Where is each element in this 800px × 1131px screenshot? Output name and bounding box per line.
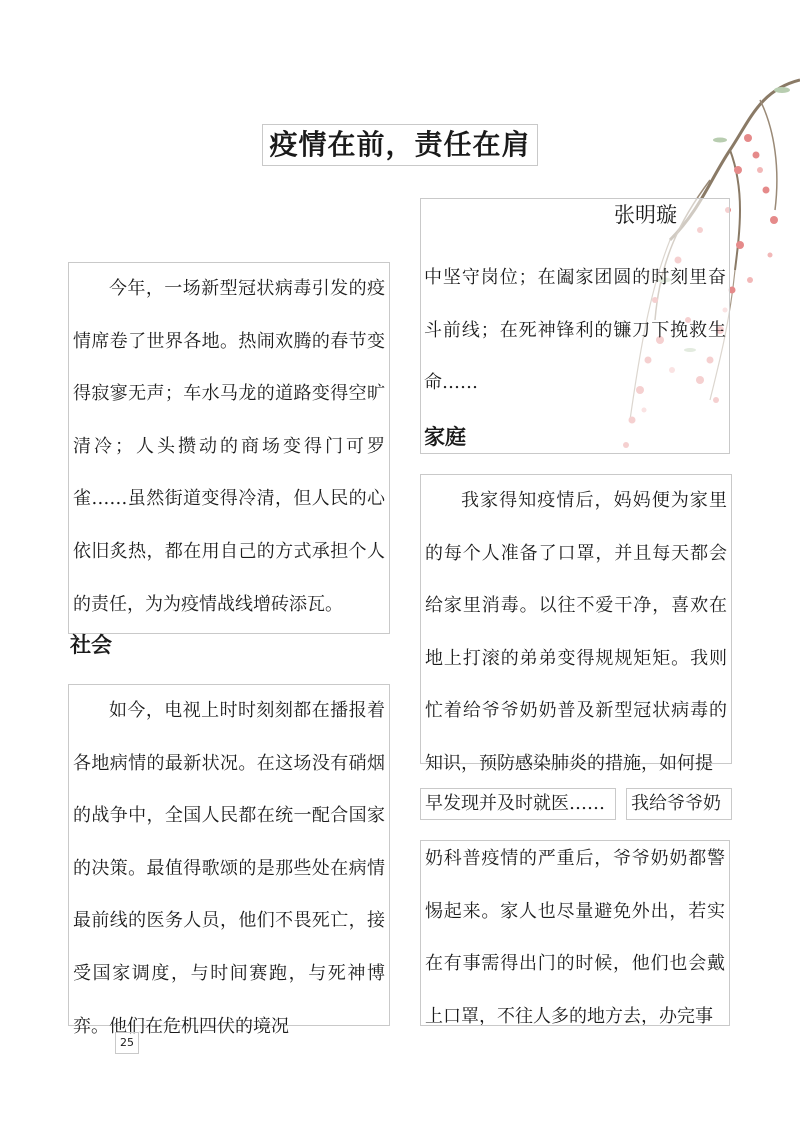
family-continued-box <box>420 840 730 1026</box>
society-paragraph: 如今，电视上时时刻刻都在播报着各地病情的最新状况。在这场没有硝烟的战争中，全国人民都在统一配合国家的决策。最值得歌颂的是那些处在病情最前线的医务人员，他们不畏死亡，接受国家调度，与时间赛跑，与死神博弈。他们在危机四伏的境况 <box>73 700 385 1037</box>
article-title: 疫情在前，责任在肩 <box>262 124 538 166</box>
society-continued-container <box>420 252 730 410</box>
page-number: 25 <box>115 1032 139 1054</box>
section-heading-family: 家庭 <box>424 425 466 449</box>
family-paragraph: 我家得知疫情后，妈妈便为家里的每个人准备了口罩，并且每天都会给家里消毒。以往不爱干净，喜欢在地上打滚的弟弟变得规规矩矩。我则忙着给爷爷奶奶普及新型冠状病毒的知识，预防感染肺炎的措施，如何提 <box>425 490 727 774</box>
society-box <box>68 684 390 1037</box>
family-continued-paragraph: 奶科普疫情的严重后，爷爷奶奶都警惕起来。家人也尽量避免外出，若实在有事需得出门的时候，他们也会戴上口罩，不往人多的地方去，办完事 <box>425 848 725 1026</box>
author-name: 张明璇 <box>614 203 677 227</box>
family-line-a: 早发现并及时就医…… <box>420 788 616 820</box>
society-continued-paragraph: 中坚守岗位；在阖家团圆的时刻里奋斗前线；在死神锋利的镰刀下挽救生命…… <box>424 267 726 394</box>
family-line-b: 我给爷爷奶 <box>626 788 732 820</box>
intro-paragraph: 今年，一场新型冠状病毒引发的疫情席卷了世界各地。热闹欢腾的春节变得寂寥无声；车水马龙的道路变得空旷清冷；人头攒动的商场变得门可罗雀……虽然街道变得冷清，但人民的心依旧炙热，都在用自己的方式承担个人的责任，为为疫情战线增砖添瓦。 <box>73 278 385 615</box>
section-heading-society: 社会 <box>70 633 112 657</box>
intro-box <box>68 262 390 634</box>
family-box <box>420 474 732 774</box>
